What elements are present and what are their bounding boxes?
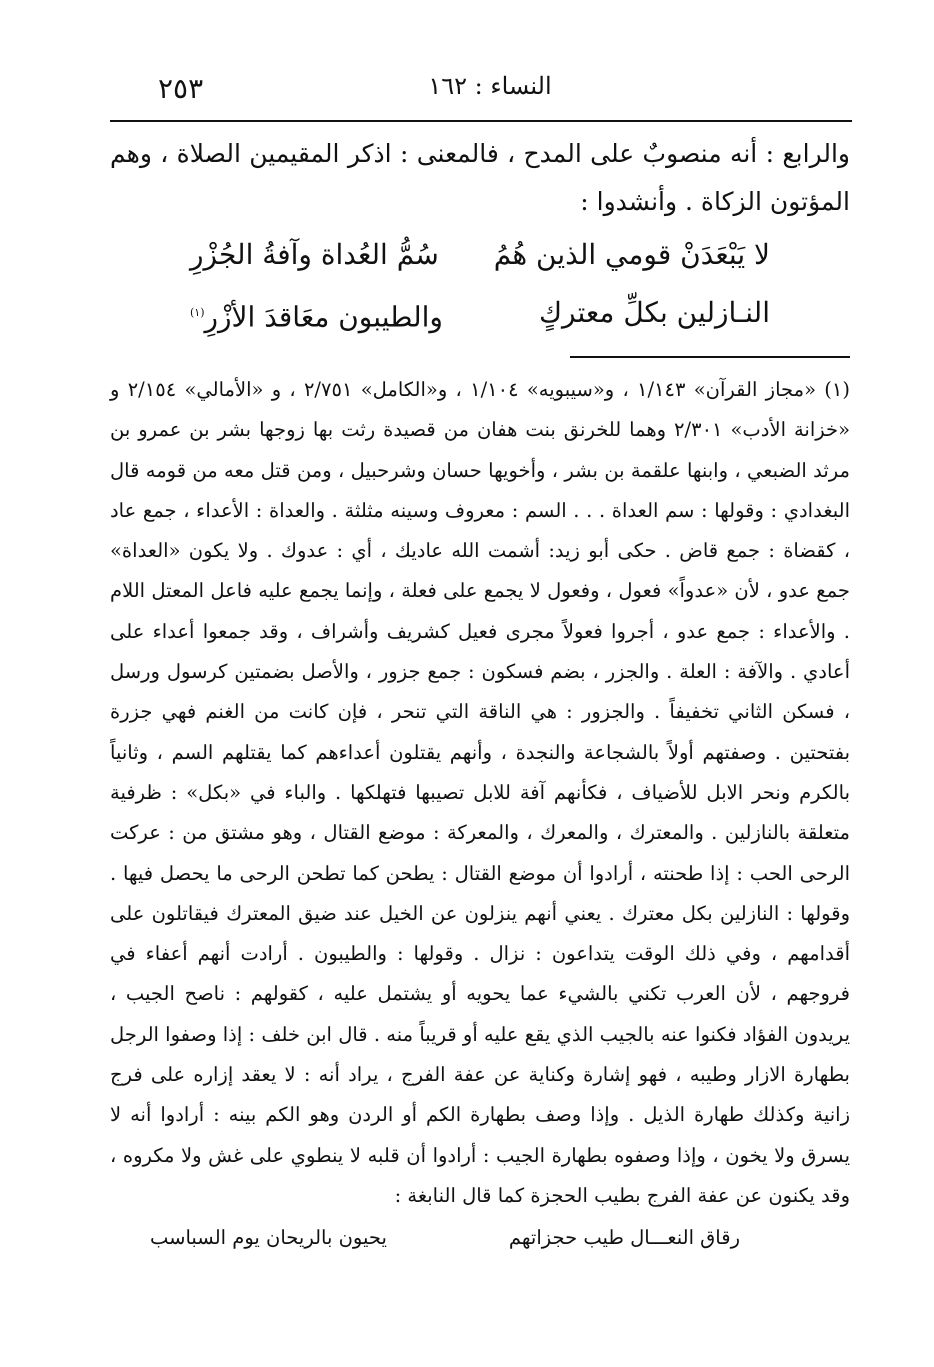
footnote-rule — [570, 356, 850, 358]
main-paragraph: والرابع : أنه منصوبٌ على المدح ، فالمعنى : اذكر المقيمين الصلاة ، وهم المؤتون الزكاة . وأنشدوا : — [110, 139, 850, 216]
hemistich-right: رقاق النعـــال طيب حجزاتهم — [508, 1226, 740, 1250]
footnote-text: (١) «مجاز القرآن» ١/١٤٣ ، و«سيبويه» ١/١٠٤ ، و«الكامل» ٢/٧٥١ ، و «الأمالي» ٢/١٥٤ و «خزانة الأدب» ٢/٣٠١ وهما للخرنق بنت هفان من قصيدة رثت بها زوجها بشر بن عمرو بن مرثد الضبعي ، وابنها علقمة بن بشر ، وأخويها حسان وشرحبيل ، ومن قتل معه من قومه قال البغدادي : وقولها : سم العداة . . . السم : معروف وسينه مثلثة . والعداة : الأعداء ، جمع عاد ، كقضاة : جمع قاض . حكى أبو زيد: أشمت الله عاديك ، أي : عدوك . ولا يكون «العداة» جمع عدو ، لأن «عدواً» فعول ، وفعول لا يجمع على فعلة ، وإنما يجمع عليه فاعل المعتل اللام . والأعداء : جمع عدو ، أجروا فعولاً مجرى فعيل كشريف وأشراف ، وقد جمعوا أعداء على أعادي . والآفة : العلة . والجزر ، بضم فسكون : جمع جزور ، والأصل بضمتين كرسول ورسل ، فسكن الثاني تخفيفاً . والجزور : هي الناقة التي تنحر ، فإن كانت من الغنم فهي جزرة بفتحتين . وصفتهم أولاً بالشجاعة والنجدة ، وأنهم يقتلون أعداءهم كما يقتلهم السم ، وثانياً بالكرم ونحر الابل للأضياف ، فكأنهم آفة للابل تصيبها فتهلكها . والباء في «بكل» : ظرفية متعلقة بالنازلين . والمعترك ، والمعرك ، والمعركة : موضع القتال ، وهو مشتق من : عركت الرحى الحب : إذا طحنته ، أرادوا أن موضع القتال : يطحن كما تطحن الرحى ما يحصل فيها . وقولها : النازلين بكل معترك . يعني أنهم ينزلون عن الخيل عند ضيق المعترك فيقاتلون على أقدامهم ، وفي ذلك الوقت يتداعون : نزال . وقولها : والطيبون . أرادت أنهم أعفاء في فروجهم ، لأن العرب تكني بالشيء عما يحويه أو يشتمل عليه ، كقولهم : ناصح الجيب ، يريدون الفؤاد فكنوا عنه بالجيب الذي يقع عليه أو قريباً منه . قال ابن خلف : إذا وصفوا الرجل بطهارة الازار وطيبه ، فهو إشارة وكناية عن عفة الفرج ، يراد أنه : لا يعقد إزاره على فرج زانية وكذلك طهارة الذيل . وإذا وصف بطهارة الكم أو الردن وهو الكم بينه : أرادوا أنه لا يسرق ولا يخون ، وإذا وصفوه بطهارة الجيب : أرادوا أن قلبه لا ينطوي على غش ولا مكروه ، وقد يكنون عن عفة الفرج بطيب الحجزة كما قال النابغة : — [110, 378, 851, 1207]
page-number: ٢٥٣ — [158, 72, 204, 105]
surah-reference: النساء : ١٦٢ — [428, 72, 552, 100]
hemistich-left: يحيون بالريحان يوم السباسب — [150, 1226, 387, 1250]
hemistich-left: والطيبون معَاقدَ الأزْرِ$^{(١)}$ — [190, 300, 443, 334]
header-rule — [110, 120, 852, 122]
main-text — [110, 130, 850, 346]
poem-verse-line — [190, 284, 770, 346]
hemistich-left: سُمُّ العُداة وآفةُ الجُزْرِ — [190, 238, 439, 271]
footnote — [110, 370, 850, 1259]
footnote-marker: (١) — [190, 306, 205, 319]
page-header — [130, 62, 850, 112]
footnote-verse-line — [150, 1218, 740, 1258]
poem-verse-line — [190, 226, 770, 284]
hemistich-right: النـازلين بكلِّ معتركٍ — [538, 296, 770, 329]
hemistich-right: لا يَبْعَدَنْ قومي الذين هُمُ — [493, 238, 770, 271]
